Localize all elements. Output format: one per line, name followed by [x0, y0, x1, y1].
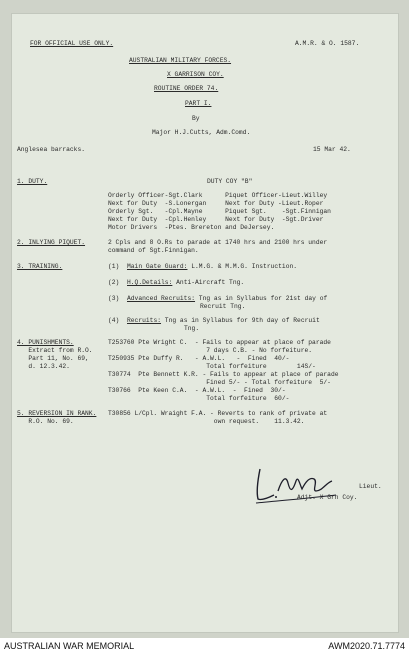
- reversion-line: own request. 11.3.42.: [108, 418, 305, 425]
- training-item-head: H.Q.Details:: [127, 279, 173, 286]
- duty-coy: DUTY COY "B": [207, 178, 253, 185]
- section-punishments-heading: 4. PUNISHMENTS.: [17, 339, 74, 346]
- punishment-line: T30766 Pte Keen C.A. - A.W.L. - Fined 30/-: [108, 387, 286, 394]
- training-item-text: L.M.G. & M.M.G. Instruction.: [187, 263, 298, 270]
- training-item-number: (3): [108, 295, 120, 302]
- section-duty-heading: 1. DUTY.: [17, 178, 48, 185]
- title-part: PART I.: [185, 100, 212, 107]
- training-item-head: Main Gate Guard:: [127, 263, 188, 270]
- duty-line: Orderly Officer-Sgt.Clark Piquet Officer-Lieut.Willey: [108, 192, 328, 199]
- inlying-line: command of Sgt.Finnigan.: [108, 247, 199, 254]
- training-item-head: Recruits:: [127, 317, 162, 324]
- document-ref: A.M.R. & O. 1587.: [295, 40, 360, 47]
- training-item-head: Advanced Recruits:: [127, 295, 196, 302]
- section-inlying-heading: 2. INLYING PIQUET.: [17, 239, 86, 246]
- footer-source: AUSTRALIAN WAR MEMORIAL: [4, 641, 135, 651]
- punishment-line: T253760 Pte Wright C. - Fails to appear at place of parade: [108, 339, 331, 346]
- document-page: [12, 14, 398, 632]
- footer-accession: AWM2020.71.7774: [328, 641, 405, 651]
- punishment-line: T30774 Pte Bennett K.R. - Fails to appear at place of parade: [108, 371, 339, 378]
- training-item-cont: Recruit Tng.: [200, 303, 246, 310]
- punishment-line: T250935 Pte Duffy R. - A.W.L. - Fined 40/-: [108, 355, 290, 362]
- training-item: [127, 264, 297, 270]
- duty-line: Motor Drivers -Ptes. Brereton and DeJersey.: [108, 224, 275, 231]
- reversion-ref: R.O. No. 69.: [17, 418, 74, 425]
- place: Anglesea barracks.: [17, 146, 86, 153]
- training-item-text: Tng as in Syllabus for 21st day of: [195, 295, 328, 302]
- section-reversion-heading: 5. REVERSION IN RANK.: [17, 410, 97, 417]
- commanding-officer: Major H.J.Cutts, Adm.Comd.: [152, 129, 251, 136]
- training-item: [127, 296, 327, 302]
- punishments-ref: d. 12.3.42.: [17, 363, 70, 370]
- duty-line: Orderly Sgt. -Cpl.Mayne Piquet Sgt. -Sgt.Finnigan: [108, 208, 331, 215]
- training-item-text: Anti-Aircraft Tng.: [172, 279, 245, 286]
- punishment-line: Total forfeiture 60/-: [108, 395, 290, 402]
- duty-line: Next for Duty -S.Lonergan Next for Duty -Lieut.Roper: [108, 200, 324, 207]
- training-item: [127, 318, 320, 324]
- signatory-role: Adjt. X Grn Coy.: [297, 494, 358, 501]
- punishment-line: Fined 5/- - Total forfeiture 5/-: [108, 379, 331, 386]
- punishment-line: Total forfeiture 14S/-: [108, 363, 316, 370]
- punishments-ref: Extract from R.O.: [17, 347, 93, 354]
- title-order: ROUTINE ORDER 74.: [154, 85, 219, 92]
- title-by: By: [192, 115, 200, 122]
- reversion-line: T30856 L/Cpl. Wraight F.A. - Reverts to rank of private at: [108, 410, 328, 417]
- training-item-text: Tng as in Syllabus for 9th day of Recruit: [161, 317, 320, 324]
- classification: FOR OFFICIAL USE ONLY.: [30, 40, 114, 47]
- title-coy: X GARRISON COY.: [167, 71, 224, 78]
- title-forces: AUSTRALIAN MILITARY FORCES.: [129, 57, 232, 64]
- section-training-heading: 3. TRAINING.: [17, 263, 63, 270]
- punishments-ref: Part 11, No. 69,: [17, 355, 89, 362]
- training-item-number: (4): [108, 317, 120, 324]
- training-item: [127, 280, 244, 286]
- date: 15 Mar 42.: [313, 146, 351, 153]
- training-item-number: (1): [108, 263, 120, 270]
- handwritten-signature: [252, 461, 342, 511]
- footer-bar: [0, 638, 409, 653]
- punishment-line: 7 days C.B. - No forfeiture.: [108, 347, 313, 354]
- duty-line: Next for Duty -Cpl.Henley Next for Duty -Sgt.Driver: [108, 216, 324, 223]
- signatory-rank: Lieut.: [359, 483, 382, 490]
- training-item-number: (2): [108, 279, 120, 286]
- inlying-line: 2 Cpls and 8 O.Rs to parade at 1740 hrs and 2100 hrs under: [108, 239, 328, 246]
- training-item-cont: Tng.: [184, 325, 200, 332]
